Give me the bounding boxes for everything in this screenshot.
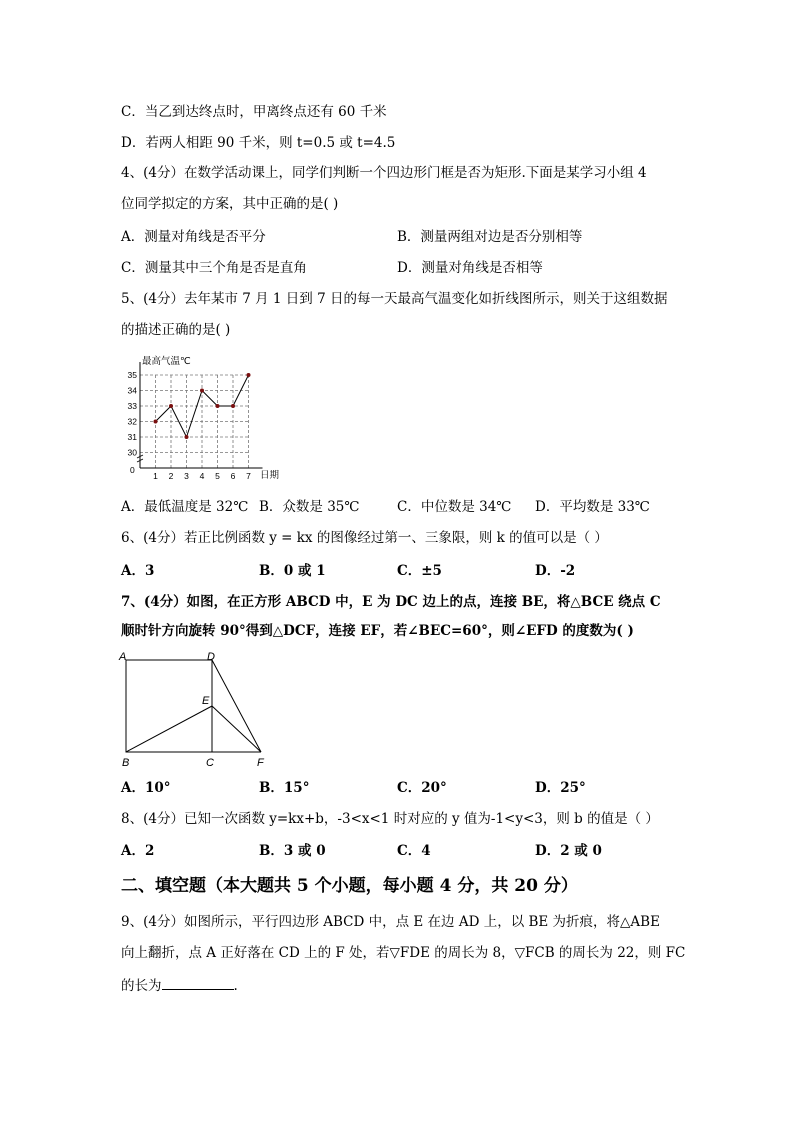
y-tick-label: 34 — [127, 385, 137, 396]
q4-option-c: C．测量其中三个角是否是直角 — [121, 260, 307, 276]
q9-line3-text: 的长为 — [121, 978, 162, 994]
x-tick-label: 7 — [246, 471, 251, 481]
q9-stem-line2: 向上翻折，点 A 正好落在 CD 上的 F 处，若▽FDE 的周长为 8，▽FCB 的周长为 22，则 FC — [121, 945, 686, 961]
q5-option-d: D．平均数是 33℃ — [535, 499, 650, 515]
x-tick-label: 4 — [199, 471, 205, 481]
q5-stem-line1: 5、(4分）去年某市 7 月 1 日到 7 日的每一天最高气温变化如折线图所示，则关于这组数据 — [121, 291, 668, 307]
temperature-line-chart — [118, 350, 288, 485]
y-tick-label: 35 — [127, 370, 137, 380]
label-b: B — [122, 757, 130, 769]
q9-stem-line3 — [121, 975, 238, 995]
q9-stem-line1: 9、(4分）如图所示，平行四边形 ABCD 中，点 E 在边 AD 上，以 BE 为折痕，将△ABE — [121, 914, 660, 930]
label-c: C — [206, 757, 214, 769]
data-point — [185, 435, 189, 439]
x-tick-label: 1 — [153, 471, 158, 481]
q7-option-b: B．15° — [259, 780, 310, 796]
x-tick-label: 5 — [215, 471, 220, 481]
x-tick-label: 2 — [168, 471, 174, 481]
q4-option-d: D．测量对角线是否相等 — [397, 260, 543, 276]
segment-df — [212, 660, 261, 752]
q9-line3-end: . — [233, 978, 238, 994]
q5-option-c: C．中位数是 34℃ — [397, 499, 512, 515]
y-tick-label: 30 — [127, 447, 137, 458]
q8-option-c: C．4 — [397, 843, 431, 859]
data-point — [154, 420, 158, 424]
y-tick-label: 31 — [127, 432, 137, 442]
q8-option-d: D．2 或 0 — [535, 843, 602, 859]
q3-option-d: D．若两人相距 90 千米，则 t=0.5 或 t=4.5 — [121, 135, 396, 151]
square-abcd — [126, 660, 212, 752]
q3-option-c: C．当乙到达终点时，甲离终点还有 60 千米 — [121, 104, 387, 120]
square-rotation-diagram — [116, 648, 274, 770]
y-tick-label: 32 — [127, 416, 137, 427]
segment-be — [126, 706, 212, 752]
label-f: F — [257, 757, 264, 769]
chart-ylabel: 最高气温℃ — [142, 356, 191, 367]
x-tick-label: 3 — [184, 471, 189, 481]
x-tick-label: 6 — [230, 471, 236, 481]
chart-origin-label: 0 — [130, 465, 135, 475]
q6-option-a: A．3 — [121, 563, 155, 579]
q7-option-c: C．20° — [397, 780, 447, 796]
label-d: D — [207, 651, 215, 663]
data-point — [247, 373, 251, 377]
section-fill-in-title: 二、填空题（本大题共 5 个小题，每小题 4 分，共 20 分） — [121, 876, 578, 896]
q6-option-b: B．0 或 1 — [259, 563, 326, 579]
q7-option-a: A．10° — [121, 780, 171, 796]
q7-stem-line1: 7、(4分）如图，在正方形 ABCD 中，E 为 DC 边上的点，连接 BE，将△BCE 绕点 C — [121, 594, 661, 610]
q9-answer-blank — [162, 975, 234, 990]
q7-stem-line2: 顺时针方向旋转 90°得到△DCF，连接 EF，若∠BEC=60°，则∠EFD 的度数为( ) — [121, 623, 634, 639]
q5-option-a: A．最低温度是 32℃ — [121, 499, 249, 515]
q8-stem-line1: 8、(4分）已知一次函数 y=kx+b，-3<x<1 时对应的 y 值为-1<y<3，则 b 的值是（ ） — [121, 811, 659, 827]
q5-option-b: B．众数是 35℃ — [259, 499, 360, 515]
q4-option-b: B．测量两组对边是否分别相等 — [397, 229, 583, 245]
q6-stem-line1: 6、(4分）若正比例函数 y = kx 的图像经过第一、三象限，则 k 的值可以是（ ） — [121, 530, 608, 546]
chart-xlabel: 日期 — [260, 470, 280, 481]
q4-option-a: A．测量对角线是否平分 — [121, 229, 266, 245]
q8-option-a: A．2 — [121, 843, 155, 859]
data-point — [231, 404, 235, 408]
data-point — [216, 404, 220, 408]
label-a: A — [119, 651, 127, 663]
q6-option-d: D．-2 — [535, 563, 576, 579]
data-point — [169, 404, 173, 408]
q8-option-b: B．3 或 0 — [259, 843, 326, 859]
data-point — [200, 389, 204, 393]
q6-option-c: C．±5 — [397, 563, 442, 579]
q4-stem-line1: 4、(4分）在数学活动课上，同学们判断一个四边形门框是否为矩形.下面是某学习小组 4 — [121, 165, 647, 181]
chart-ticks — [128, 370, 252, 481]
q7-option-d: D．25° — [535, 780, 586, 796]
y-tick-label: 33 — [127, 401, 137, 411]
q4-stem-line2: 位同学拟定的方案，其中正确的是( ) — [121, 196, 339, 212]
segment-ef — [212, 706, 261, 752]
label-e: E — [202, 695, 210, 707]
q5-stem-line2: 的描述正确的是( ) — [121, 322, 231, 338]
